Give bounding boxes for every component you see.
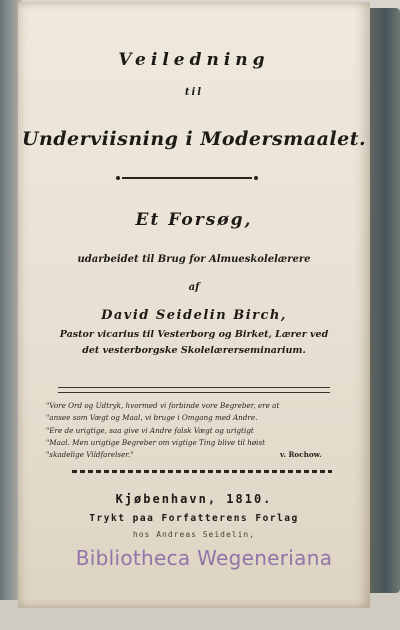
imprint-printer: Trykt paa Forfatterens Forlag xyxy=(89,513,299,524)
dotted-rule xyxy=(72,470,332,473)
library-stamp: Bibliotheca Wegeneriana xyxy=(75,546,333,570)
epigraph xyxy=(46,400,346,461)
epigraph-line: "ansee som Vægt og Maal, vi bruge i Omgang med Andre. xyxy=(46,413,258,423)
imprint-printer-name: hos Andreas Seidelin, xyxy=(132,530,256,539)
by-line: af xyxy=(188,282,200,293)
double-rule xyxy=(58,387,330,393)
subtitle: Et Forsøg, xyxy=(135,210,253,230)
title-line-3: Underviisning i Modersmaalet. xyxy=(21,128,367,150)
author-role-line-1: Pastor vicarius til Vesterborg og Birket, Lærer ved xyxy=(59,329,329,340)
title-line-1: Veiledning xyxy=(118,50,270,70)
epigraph-line: "Maal. Men urigtige Begreber om vigtige Ting blive til høist xyxy=(46,437,266,447)
epigraph-line: "Ere de urigtige, saa give vi Andre falsk Vægt og urigtigt xyxy=(46,425,254,435)
epigraph-last-line xyxy=(46,449,346,461)
ornamental-rule xyxy=(122,177,252,179)
purpose-line: udarbeidet til Brug for Almueskolelærere xyxy=(77,254,311,265)
imprint-place-year: Kjøbenhavn, 1810. xyxy=(115,492,273,506)
epigraph-attribution: v. Rochow. xyxy=(280,450,322,460)
title-page xyxy=(18,2,370,608)
author-name: David Seidelin Birch, xyxy=(101,308,287,323)
author-role-line-2: det vesterborgske Skolelærerseminarium. xyxy=(82,345,306,356)
epigraph-line: "Vore Ord og Udtryk, hvormed vi forbinde vore Begreber, ere at xyxy=(46,401,280,410)
epigraph-line: "skadelige Vildfarelser." xyxy=(46,450,134,460)
title-line-2: til xyxy=(184,87,204,98)
